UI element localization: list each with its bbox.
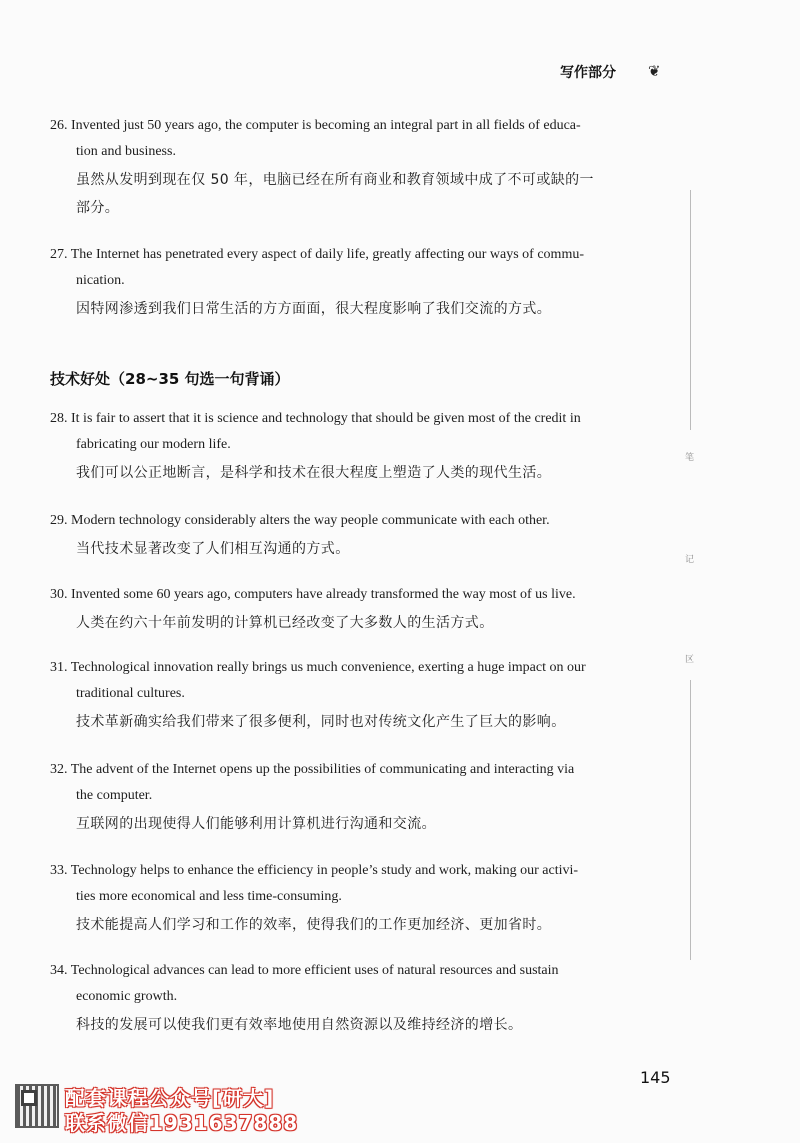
english-line: ties more economical and less time-consuming. — [76, 889, 342, 904]
notes-side-label: 区 — [685, 655, 695, 665]
chinese-line: 当代技术显著改变了人们相互沟通的方式。 — [76, 541, 350, 557]
chinese-line: 技术革新确实给我们带来了很多便利，同时也对传统文化产生了巨大的影响。 — [76, 714, 566, 730]
watermark-line: 配套课程公众号[研大] — [65, 1086, 275, 1110]
english-line: 30. Invented some 60 years ago, computers have already transformed the way most of us live. — [50, 587, 576, 602]
notes-margin-rule — [690, 680, 691, 960]
sentence-entry-27 — [50, 247, 670, 317]
chinese-line: 技术能提高人们学习和工作的效率，使得我们的工作更加经济、更加省时。 — [76, 917, 552, 933]
english-line: economic growth. — [76, 989, 178, 1004]
chinese-line: 我们可以公正地断言，是科学和技术在很大程度上塑造了人类的现代生活。 — [76, 465, 552, 481]
english-line: 34. Technological advances can lead to more efficient uses of natural resources and sustain — [50, 963, 559, 978]
english-line: tion and business. — [76, 144, 176, 159]
book-corner-icon: ❦ — [648, 62, 661, 80]
notes-side-label: 记 — [685, 555, 695, 565]
section-title: 技术好处（28~35 句选一句背诵） — [50, 370, 290, 388]
english-line: 31. Technological innovation really brings us much convenience, exerting a huge impact on our — [50, 660, 586, 675]
watermark-line: 联系微信1931637888 — [65, 1111, 299, 1135]
chinese-line: 虽然从发明到现在仅 50 年，电脑已经在所有商业和教育领域中成了不可或缺的一 — [76, 172, 594, 188]
english-line: 32. The advent of the Internet opens up the possibilities of communicating and interacting via — [50, 762, 575, 777]
sentence-entry-34 — [50, 963, 670, 1033]
qr-code-icon — [15, 1084, 59, 1128]
sentence-entry-31 — [50, 660, 670, 730]
english-line: 27. The Internet has penetrated every aspect of daily life, greatly affecting our ways of commu- — [50, 247, 584, 262]
chinese-line: 部分。 — [76, 200, 120, 216]
english-line: 26. Invented just 50 years ago, the computer is becoming an integral part in all fields of educa- — [50, 118, 581, 133]
promo-watermark — [15, 1082, 315, 1135]
english-line: fabricating our modern life. — [76, 437, 231, 452]
sentence-entry-30 — [50, 587, 670, 631]
english-line: the computer. — [76, 788, 153, 803]
english-line: traditional cultures. — [76, 686, 185, 701]
sentence-entry-29 — [50, 513, 670, 557]
chinese-line: 因特网渗透到我们日常生活的方方面面，很大程度影响了我们交流的方式。 — [76, 301, 552, 317]
page-number: 145 — [640, 1068, 671, 1087]
english-line: 29. Modern technology considerably alters the way people communicate with each other. — [50, 513, 550, 528]
english-line: 33. Technology helps to enhance the efficiency in people’s study and work, making our activi- — [50, 863, 579, 878]
english-line: nication. — [76, 273, 125, 288]
sentence-entry-32 — [50, 762, 670, 832]
notes-side-label: 笔 — [685, 453, 695, 463]
running-header: 写作部分 — [560, 65, 616, 81]
sentence-entry-26 — [50, 118, 670, 216]
chinese-line: 科技的发展可以使我们更有效率地使用自然资源以及维持经济的增长。 — [76, 1017, 523, 1033]
chinese-line: 互联网的出现使得人们能够利用计算机进行沟通和交流。 — [76, 816, 436, 832]
chinese-line: 人类在约六十年前发明的计算机已经改变了大多数人的生活方式。 — [76, 615, 494, 631]
english-line: 28. It is fair to assert that it is science and technology that should be given most of the credit in — [50, 411, 581, 426]
sentence-entry-28 — [50, 411, 670, 481]
sentence-entry-33 — [50, 863, 670, 933]
notes-margin-rule — [690, 190, 691, 430]
